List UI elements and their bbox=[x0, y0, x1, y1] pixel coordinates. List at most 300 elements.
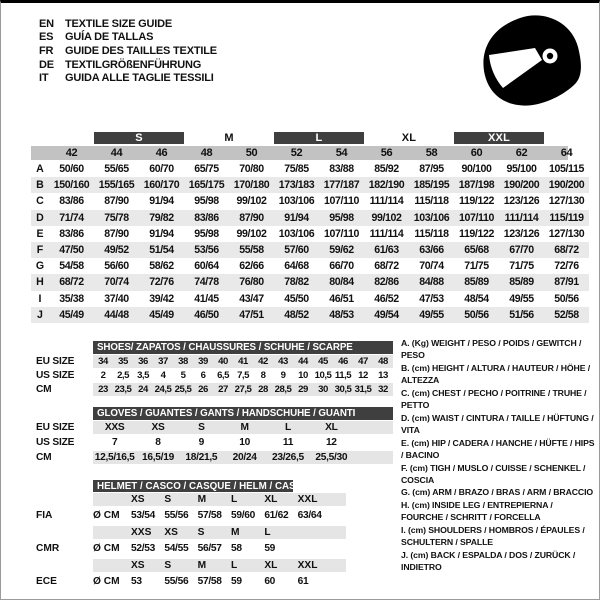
size-value-cell: 85/89 bbox=[509, 276, 534, 289]
language-row bbox=[39, 71, 217, 85]
size-value-cell: 27 bbox=[218, 384, 228, 395]
size-value-cell: 60/64 bbox=[194, 260, 219, 273]
size-value-cell: 48/53 bbox=[329, 308, 354, 321]
language-title: TEXTILE SIZE GUIDE bbox=[65, 17, 173, 30]
size-group-row bbox=[31, 130, 589, 145]
size-value-cell: 95/98 bbox=[194, 227, 219, 240]
helmet-size-label: L bbox=[230, 494, 238, 505]
size-value-cell: 24 bbox=[138, 384, 148, 395]
row-cells bbox=[93, 355, 393, 368]
helmet-value-cell: 59 bbox=[230, 575, 242, 587]
size-group-xl: XL bbox=[401, 131, 417, 144]
size-value-cell: 127/130 bbox=[548, 195, 585, 208]
legend-item: G. (cm) ARM / BRAZO / BRAS / ARM / BRACCIO bbox=[401, 487, 594, 498]
helmet-size-label: XXL bbox=[297, 560, 318, 571]
helmet-size-label: L bbox=[264, 527, 271, 538]
measurement-rows bbox=[31, 161, 589, 323]
sub-table-row bbox=[36, 436, 398, 449]
size-value-cell: 119/122 bbox=[459, 195, 494, 208]
size-value-cell: 76/80 bbox=[239, 276, 264, 289]
size-value-cell: 87/91 bbox=[554, 276, 579, 289]
size-value-cell: 87/90 bbox=[104, 227, 129, 240]
size-value-cell: 65/75 bbox=[194, 163, 219, 176]
size-value-cell: 2,5 bbox=[117, 370, 129, 381]
row-letter: I bbox=[38, 292, 42, 305]
measurement-row bbox=[31, 307, 589, 323]
legend-item: J. (cm) BACK / ESPALDA / DOS / ZURÜCK / INDIETRO bbox=[401, 549, 576, 573]
size-column-header: 64 bbox=[560, 147, 573, 159]
legend-item: H. (cm) INSIDE LEG / ENTREPIERNA / FOURCHE / SCHRITT / FORCELLA bbox=[401, 499, 553, 523]
size-value-cell: M bbox=[240, 422, 249, 433]
helmet-value-row bbox=[36, 508, 398, 522]
size-value-cell: 111/114 bbox=[369, 195, 404, 208]
legend-item: F. (cm) TIGH / MUSLO / CUISSE / SCHENKEL / COSCIA bbox=[401, 462, 586, 485]
size-group-l: L bbox=[274, 132, 364, 144]
size-value-cell: 150/160 bbox=[53, 179, 90, 192]
size-value-cell: 37 bbox=[158, 356, 168, 367]
size-value-cell: 91/94 bbox=[149, 227, 174, 240]
size-column-header: 50 bbox=[245, 147, 258, 159]
row-letter: A bbox=[36, 163, 44, 176]
size-value-cell: 83/88 bbox=[329, 163, 354, 176]
size-value-cell: 74/78 bbox=[194, 276, 219, 289]
size-value-cell: 12 bbox=[358, 370, 368, 381]
size-value-cell: 25,5/30 bbox=[315, 452, 348, 463]
row-label: CM bbox=[36, 384, 52, 395]
size-value-cell: 46/51 bbox=[329, 292, 354, 305]
size-value-cell: 9 bbox=[280, 370, 286, 381]
size-value-cell: 8 bbox=[260, 370, 266, 381]
size-value-cell: 44/48 bbox=[104, 308, 129, 321]
helmet-value-cell: 52/53 bbox=[131, 542, 155, 554]
sub-table-row bbox=[36, 369, 398, 382]
size-value-cell: 103/106 bbox=[413, 211, 450, 224]
language-title: GUIDA ALLE TAGLIE TESSILI bbox=[65, 72, 214, 85]
language-code: EN bbox=[39, 17, 54, 30]
size-value-cell: 107/110 bbox=[324, 227, 359, 240]
size-column-header: 42 bbox=[65, 147, 78, 159]
size-value-cell: 23,5 bbox=[114, 384, 132, 395]
row-letter: D bbox=[36, 211, 44, 224]
size-value-cell: 41/45 bbox=[194, 292, 219, 305]
size-value-cell: 95/98 bbox=[194, 195, 219, 208]
size-value-cell: 49/55 bbox=[509, 292, 534, 305]
size-value-cell: 91/94 bbox=[149, 195, 174, 208]
diameter-unit-label: Ø CM bbox=[93, 542, 120, 554]
size-value-cell: 30 bbox=[318, 384, 328, 395]
size-value-cell: 50/56 bbox=[554, 292, 579, 305]
size-group-xxl: XXL bbox=[454, 132, 544, 144]
size-value-cell: 99/102 bbox=[236, 227, 267, 240]
size-value-cell: 115/119 bbox=[549, 211, 584, 224]
helmet-size-label: S bbox=[197, 527, 205, 538]
size-column-header: 60 bbox=[470, 147, 483, 159]
helmet-size-label: XL bbox=[264, 494, 278, 505]
helmet-value-cell bbox=[298, 543, 331, 554]
size-value-cell: 32 bbox=[378, 384, 388, 395]
helmet-size-row bbox=[93, 526, 346, 539]
size-value-cell: 53/56 bbox=[194, 244, 219, 257]
helmet-value-cell: 61/62 bbox=[264, 509, 289, 521]
row-label: CM bbox=[36, 452, 52, 463]
size-value-cell: 182/190 bbox=[368, 179, 405, 192]
size-value-cell: 45/49 bbox=[149, 308, 174, 321]
size-value-cell: 95/98 bbox=[329, 211, 354, 224]
helmet-value-cell: 58 bbox=[230, 542, 242, 554]
size-value-cell: 75/78 bbox=[104, 211, 129, 224]
helmet-size-label: L bbox=[230, 560, 238, 571]
helmet-size-label: XS bbox=[131, 494, 145, 505]
size-value-cell: 99/102 bbox=[371, 211, 402, 224]
size-column-header: 56 bbox=[380, 147, 393, 159]
size-value-cell: 115/118 bbox=[414, 195, 449, 208]
size-value-cell: 45 bbox=[318, 356, 328, 367]
size-value-cell: 34 bbox=[98, 356, 108, 367]
size-value-cell: 48/54 bbox=[464, 292, 489, 305]
size-value-cell: 65/68 bbox=[464, 244, 489, 257]
helmet-value-cell: 55/56 bbox=[164, 509, 189, 521]
size-value-cell: 6,5 bbox=[217, 370, 229, 381]
size-value-cell: 57/60 bbox=[284, 244, 309, 257]
size-value-cell: 103/106 bbox=[278, 227, 315, 240]
size-column-header: 52 bbox=[290, 147, 303, 159]
helmet-value-cell: 54/55 bbox=[164, 542, 189, 554]
size-value-cell: 75/85 bbox=[284, 163, 309, 176]
size-column-header: 62 bbox=[515, 147, 528, 159]
size-value-cell: 99/102 bbox=[236, 195, 267, 208]
size-value-cell: 54/58 bbox=[59, 260, 84, 273]
helmet-value-cell: 60 bbox=[264, 575, 276, 587]
size-value-cell: 23 bbox=[98, 384, 108, 395]
diameter-unit-label: Ø CM bbox=[93, 575, 120, 587]
size-value-cell: 51/56 bbox=[509, 308, 534, 321]
size-value-cell: 111/114 bbox=[369, 227, 404, 240]
size-value-cell: 123/126 bbox=[503, 195, 540, 208]
size-value-cell: 84/88 bbox=[419, 276, 444, 289]
size-value-cell: 56/60 bbox=[104, 260, 129, 273]
size-value-cell: 8 bbox=[155, 437, 161, 448]
helmet-value-cell: 59/60 bbox=[230, 509, 255, 521]
helmet-value-cell: 59 bbox=[264, 542, 276, 554]
size-value-cell: 48 bbox=[378, 356, 388, 367]
size-value-cell: 173/183 bbox=[278, 179, 315, 192]
size-value-cell: XXS bbox=[104, 422, 125, 433]
language-code: DE bbox=[39, 58, 54, 71]
size-value-cell: 39 bbox=[198, 356, 208, 367]
helmet-size-row bbox=[93, 559, 346, 572]
measurement-row bbox=[31, 291, 589, 307]
legend-item: I. (cm) SHOULDERS / HOMBROS / ÉPAULES / SCHULTERN / SPALLE bbox=[401, 524, 585, 548]
legend-item: C. (cm) CHEST / PECHO / POITRINE / TRUHE / PETTO bbox=[401, 387, 587, 411]
size-value-cell: 30,5 bbox=[334, 384, 352, 395]
legend-item: D. (cm) WAIST / CINTURA / TAILLE / HÜFTUNG / VITA bbox=[401, 412, 594, 436]
legend-item: B. (cm) HEIGHT / ALTURA / HAUTEUR / HÖHE / ALTEZZA bbox=[401, 362, 591, 386]
size-value-cell: 79/82 bbox=[149, 211, 174, 224]
size-value-cell: 177/187 bbox=[323, 179, 360, 192]
language-row bbox=[39, 31, 217, 45]
size-value-cell: 43 bbox=[278, 356, 288, 367]
gloves-rows bbox=[36, 421, 398, 464]
row-cells bbox=[93, 421, 393, 434]
size-value-cell: 26 bbox=[198, 384, 208, 395]
helmet-size-label: M bbox=[230, 527, 240, 538]
size-value-cell: 2 bbox=[100, 370, 106, 381]
language-row bbox=[39, 44, 217, 58]
size-value-cell: 185/195 bbox=[413, 179, 450, 192]
shoes-rows bbox=[36, 355, 398, 396]
size-value-cell: 78/82 bbox=[284, 276, 309, 289]
language-title: GUÍA DE TALLAS bbox=[65, 31, 154, 44]
size-value-cell: 9 bbox=[198, 437, 204, 448]
size-value-cell: 71/75 bbox=[509, 260, 534, 273]
size-value-cell: 87/95 bbox=[419, 163, 444, 176]
sub-table-row bbox=[36, 451, 398, 464]
size-value-cell: 85/89 bbox=[464, 276, 489, 289]
helmet-size-label: XXS bbox=[131, 527, 152, 538]
size-value-cell: 55/58 bbox=[239, 244, 264, 257]
shoes-size-table bbox=[36, 341, 398, 397]
diameter-unit-label: Ø CM bbox=[93, 509, 120, 521]
size-value-cell: 49/52 bbox=[104, 244, 129, 257]
size-value-cell: 190/200 bbox=[548, 179, 585, 192]
size-value-cell: 23/26,5 bbox=[272, 452, 304, 463]
size-value-cell: 25,5 bbox=[174, 384, 192, 395]
helmet-value-cell: 57/58 bbox=[197, 575, 222, 587]
size-value-cell: 38 bbox=[178, 356, 188, 367]
size-value-cell: 72/76 bbox=[149, 276, 174, 289]
row-cells bbox=[93, 369, 393, 382]
size-value-cell: 51/54 bbox=[149, 244, 174, 257]
size-value-cell: 127/130 bbox=[548, 227, 585, 240]
standard-label: CMR bbox=[36, 542, 60, 554]
shoes-table-header: SHOES/ ZAPATOS / CHAUSSURES / SCHUHE / SCARPE bbox=[93, 341, 393, 354]
size-column-header: 44 bbox=[110, 147, 123, 159]
racing-helmet-icon bbox=[473, 11, 585, 111]
size-number-band bbox=[31, 145, 589, 161]
size-value-cell: 90/100 bbox=[461, 163, 492, 176]
size-value-cell: 45/50 bbox=[284, 292, 309, 305]
size-value-cell: 47/51 bbox=[239, 308, 264, 321]
legend-item: E. (cm) HIP / CADERA / HANCHE / HÜFTE / HIPS / BACINO bbox=[401, 437, 595, 461]
size-value-cell: 63/66 bbox=[419, 244, 444, 257]
size-group-s: S bbox=[94, 132, 184, 144]
size-value-cell: 16,5/19 bbox=[142, 452, 174, 463]
language-row bbox=[39, 17, 217, 31]
size-value-cell: 70/74 bbox=[104, 276, 129, 289]
helmet-table-header: HELMET / CASCO / CASQUE / HELM / CASCO bbox=[93, 480, 293, 492]
sub-table-row bbox=[36, 421, 398, 434]
size-value-cell: 170/180 bbox=[233, 179, 270, 192]
size-column-header: 46 bbox=[155, 147, 168, 159]
size-value-cell: 70/80 bbox=[239, 163, 264, 176]
size-value-cell: 5 bbox=[180, 370, 186, 381]
measurement-row bbox=[31, 258, 589, 274]
size-value-cell: 68/72 bbox=[554, 244, 579, 257]
size-value-cell: 82/86 bbox=[374, 276, 399, 289]
size-value-cell: 42 bbox=[258, 356, 268, 367]
size-value-cell: 155/165 bbox=[98, 179, 135, 192]
helmet-sections bbox=[36, 493, 398, 588]
helmet-value-cell: 53 bbox=[131, 575, 142, 587]
size-value-cell: 107/110 bbox=[459, 211, 494, 224]
size-value-cell: 87/90 bbox=[104, 195, 129, 208]
size-value-cell: 47 bbox=[358, 356, 368, 367]
row-letter: B bbox=[36, 179, 44, 192]
legend-item: A. (Kg) WEIGHT / PESO / POIDS / GEWITCH / PESO bbox=[401, 338, 582, 361]
helmet-size-label: XS bbox=[164, 527, 178, 538]
size-value-cell: 18/21,5 bbox=[185, 452, 218, 463]
size-value-cell: 13 bbox=[378, 370, 388, 381]
language-title: GUIDE DES TAILLES TEXTILE bbox=[65, 44, 217, 57]
size-value-cell: 10,5 bbox=[314, 370, 332, 381]
helmet-value-row bbox=[36, 574, 398, 588]
size-value-cell: 27,5 bbox=[234, 384, 252, 395]
size-value-cell: 83/86 bbox=[59, 227, 84, 240]
row-letter: G bbox=[35, 260, 45, 273]
language-code: ES bbox=[39, 31, 54, 44]
size-value-cell: 165/175 bbox=[188, 179, 225, 192]
size-value-cell: 7,5 bbox=[237, 370, 249, 381]
size-value-cell: 49/54 bbox=[374, 308, 399, 321]
size-value-cell: 50/60 bbox=[59, 163, 84, 176]
size-value-cell: 41 bbox=[238, 356, 248, 367]
helmet-size-label: M bbox=[197, 494, 207, 505]
size-value-cell: 12 bbox=[325, 437, 337, 448]
size-value-cell: 10 bbox=[239, 437, 251, 448]
size-column-header: 58 bbox=[425, 147, 438, 159]
size-value-cell: 119/122 bbox=[459, 227, 494, 240]
helmet-value-row bbox=[36, 541, 398, 555]
size-value-cell: 61/63 bbox=[374, 244, 399, 257]
size-value-cell: 55/65 bbox=[104, 163, 129, 176]
row-letter: C bbox=[36, 195, 44, 208]
measurement-row bbox=[31, 177, 589, 193]
size-value-cell: 105/115 bbox=[549, 163, 584, 176]
size-value-cell: 59/62 bbox=[329, 244, 354, 257]
row-cells bbox=[93, 383, 393, 396]
size-value-cell: 36 bbox=[138, 356, 148, 367]
helmet-size-row bbox=[93, 493, 346, 506]
size-value-cell: 11 bbox=[282, 437, 294, 448]
size-value-cell: 37/40 bbox=[104, 292, 129, 305]
row-label: EU SIZE bbox=[36, 356, 75, 367]
size-value-cell: 66/70 bbox=[329, 260, 354, 273]
measurement-legend bbox=[401, 337, 597, 574]
measurement-row bbox=[31, 161, 589, 177]
size-value-cell: 71/75 bbox=[464, 260, 489, 273]
size-value-cell: XL bbox=[325, 422, 338, 433]
size-value-cell: 29 bbox=[298, 384, 308, 395]
size-value-cell: 70/74 bbox=[419, 260, 444, 273]
size-value-cell: 83/86 bbox=[59, 195, 84, 208]
size-value-cell: 43/47 bbox=[239, 292, 264, 305]
row-cells bbox=[93, 436, 393, 449]
helmet-size-label: XL bbox=[264, 560, 278, 571]
size-value-cell: 80/84 bbox=[329, 276, 354, 289]
size-column-header: 48 bbox=[200, 147, 213, 159]
size-value-cell: 47/53 bbox=[419, 292, 444, 305]
size-value-cell: 103/106 bbox=[278, 195, 315, 208]
size-value-cell: 85/92 bbox=[374, 163, 399, 176]
helmet-value-cells bbox=[131, 510, 331, 521]
size-value-cell: 47/50 bbox=[59, 244, 84, 257]
size-value-cell: 64/68 bbox=[284, 260, 309, 273]
size-value-cell: 24,5 bbox=[154, 384, 172, 395]
size-value-cell: 58/62 bbox=[149, 260, 174, 273]
size-value-cell: 87/90 bbox=[239, 211, 264, 224]
helmet-size-label: S bbox=[164, 560, 172, 571]
size-value-cell: 45/49 bbox=[59, 308, 84, 321]
sub-table-row bbox=[36, 355, 398, 368]
size-value-cell: 12,5/16,5 bbox=[94, 452, 135, 463]
gloves-size-table bbox=[36, 407, 398, 466]
language-title: TEXTILGRÖßENFÜHRUNG bbox=[65, 58, 202, 71]
size-value-cell: 10 bbox=[298, 370, 308, 381]
size-column-header: 54 bbox=[335, 147, 348, 159]
measurement-row bbox=[31, 210, 589, 226]
size-group-m: M bbox=[224, 131, 234, 144]
language-code: IT bbox=[39, 72, 49, 85]
size-value-cell: 68/72 bbox=[374, 260, 399, 273]
standard-label: ECE bbox=[36, 575, 57, 587]
size-value-cell: 40 bbox=[218, 356, 228, 367]
helmet-size-label: S bbox=[164, 494, 172, 505]
size-value-cell: 48/52 bbox=[284, 308, 309, 321]
size-value-cell: 46 bbox=[338, 356, 348, 367]
textile-size-table bbox=[31, 130, 589, 323]
row-cells bbox=[93, 451, 393, 464]
size-value-cell: 46/50 bbox=[194, 308, 219, 321]
language-code: FR bbox=[39, 44, 54, 57]
size-value-cell: 60/70 bbox=[149, 163, 174, 176]
row-letter: J bbox=[37, 308, 43, 321]
measurement-row bbox=[31, 274, 589, 290]
helmet-size-table bbox=[36, 480, 398, 592]
size-value-cell: 67/70 bbox=[509, 244, 534, 257]
helmet-size-label: XXL bbox=[297, 494, 318, 505]
helmet-size-label: M bbox=[197, 560, 207, 571]
helmet-value-cell: 53/54 bbox=[131, 509, 155, 521]
size-value-cell: 35 bbox=[118, 356, 128, 367]
size-value-cell: 28 bbox=[258, 384, 268, 395]
size-value-cell: 68/72 bbox=[59, 276, 84, 289]
size-value-cell: 111/114 bbox=[504, 211, 539, 224]
size-value-cell: 95/100 bbox=[506, 163, 537, 176]
size-value-cell: 72/76 bbox=[554, 260, 579, 273]
size-value-cell: L bbox=[285, 422, 291, 433]
size-value-cell: 46/52 bbox=[374, 292, 399, 305]
size-value-cell: 6 bbox=[200, 370, 206, 381]
row-letter: H bbox=[36, 276, 44, 289]
size-value-cell: 50/56 bbox=[464, 308, 489, 321]
helmet-value-cells bbox=[131, 576, 331, 587]
size-value-cell: 31,5 bbox=[354, 384, 372, 395]
size-value-cell: 49/55 bbox=[419, 308, 444, 321]
size-value-cell: 35/38 bbox=[59, 292, 84, 305]
size-value-cell: 52/58 bbox=[554, 308, 579, 321]
row-letter: E bbox=[36, 227, 44, 240]
size-value-cell: 28,5 bbox=[274, 384, 292, 395]
language-title-list bbox=[39, 17, 217, 85]
size-value-cell: 71/74 bbox=[59, 211, 84, 224]
sub-table-row bbox=[36, 383, 398, 396]
measurement-row bbox=[31, 226, 589, 242]
size-value-cell: 91/94 bbox=[284, 211, 309, 224]
size-value-cell: 3,5 bbox=[137, 370, 149, 381]
measurement-row bbox=[31, 193, 589, 209]
size-value-cell: S bbox=[198, 422, 205, 433]
row-label: US SIZE bbox=[36, 370, 75, 381]
